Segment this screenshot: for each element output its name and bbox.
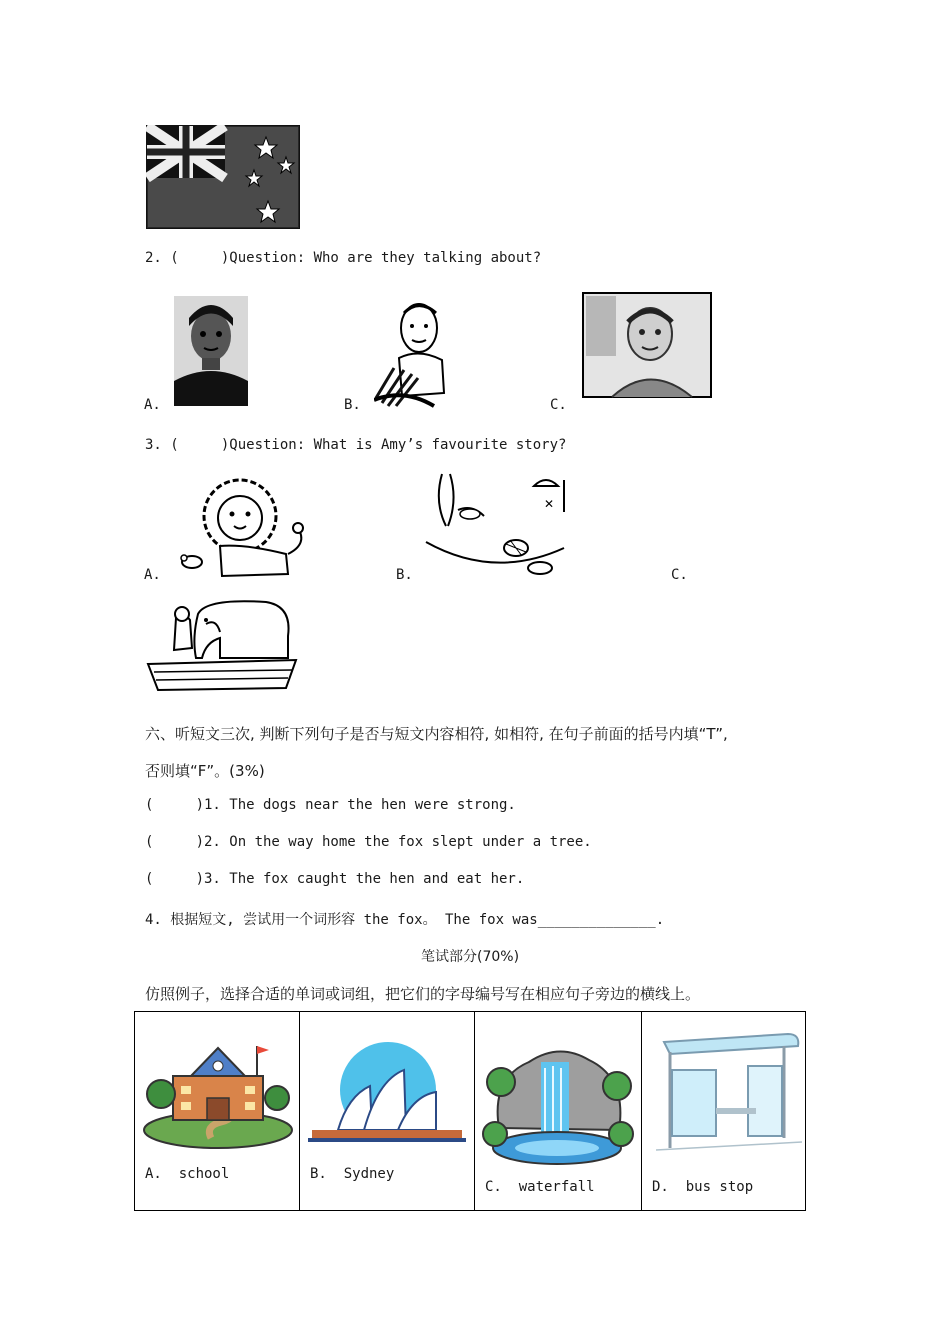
section-6-heading: 六、听短文三次, 判断下列句子是否与短文内容相符, 如相符, 在句子前面的括号内填“T”, [145,725,728,743]
written-instruction: 仿照例子，选择合适的单词或词组，把它们的字母编号写在相应句子旁边的横线上。 [145,985,701,1003]
label-bus-stop: D. bus stop [652,1179,754,1195]
question-3: 3. ( )Question: What is Amy’s favourite story? [145,437,567,453]
statement-3: ( )3. The fox caught the hen and eat her. [145,871,525,887]
q2-option-b[interactable]: B. [344,397,361,413]
label-waterfall: C. waterfall [485,1179,595,1195]
vocab-cell-waterfall [475,1012,642,1211]
vocab-cell-sydney [300,1012,475,1211]
portrait-a-image [174,296,248,406]
elephant-boat-image [146,598,298,694]
q2-option-c[interactable]: C. [550,397,567,413]
waterfall-icon [481,1038,635,1168]
statement-4: 4. 根据短文, 尝试用一个词形容 the fox。 The fox was______________. [145,912,665,928]
vocab-cell-school [135,1012,300,1211]
opera-house-icon [308,1040,466,1146]
statement-2: ( )2. On the way home the fox slept under a tree. [145,834,592,850]
question-2: 2. ( )Question: Who are they talking about? [145,250,542,266]
vocab-table [134,1011,806,1211]
school-icon [141,1034,295,1150]
written-part-title: 笔试部分(70%) [421,949,520,965]
svg-text:✕: ✕ [544,497,555,511]
label-sydney: B. Sydney [310,1166,395,1182]
label-school: A. school [145,1166,230,1182]
lion-mouse-image [176,474,316,580]
portrait-c-image [582,292,712,398]
vocab-cell-bus-stop [642,1012,806,1211]
section-6-heading-cont: 否则填“F”。(3%) [145,762,265,780]
q3-option-a[interactable]: A. [144,567,161,583]
flag-image [146,125,300,229]
q3-option-b[interactable]: B. [396,567,413,583]
portrait-b-image [374,298,454,410]
tortoise-hare-image [424,472,566,578]
q2-option-a[interactable]: A. [144,397,161,413]
statement-1: ( )1. The dogs near the hen were strong. [145,797,516,813]
bus-stop-icon [656,1030,802,1152]
q3-option-c[interactable]: C. [671,567,688,583]
